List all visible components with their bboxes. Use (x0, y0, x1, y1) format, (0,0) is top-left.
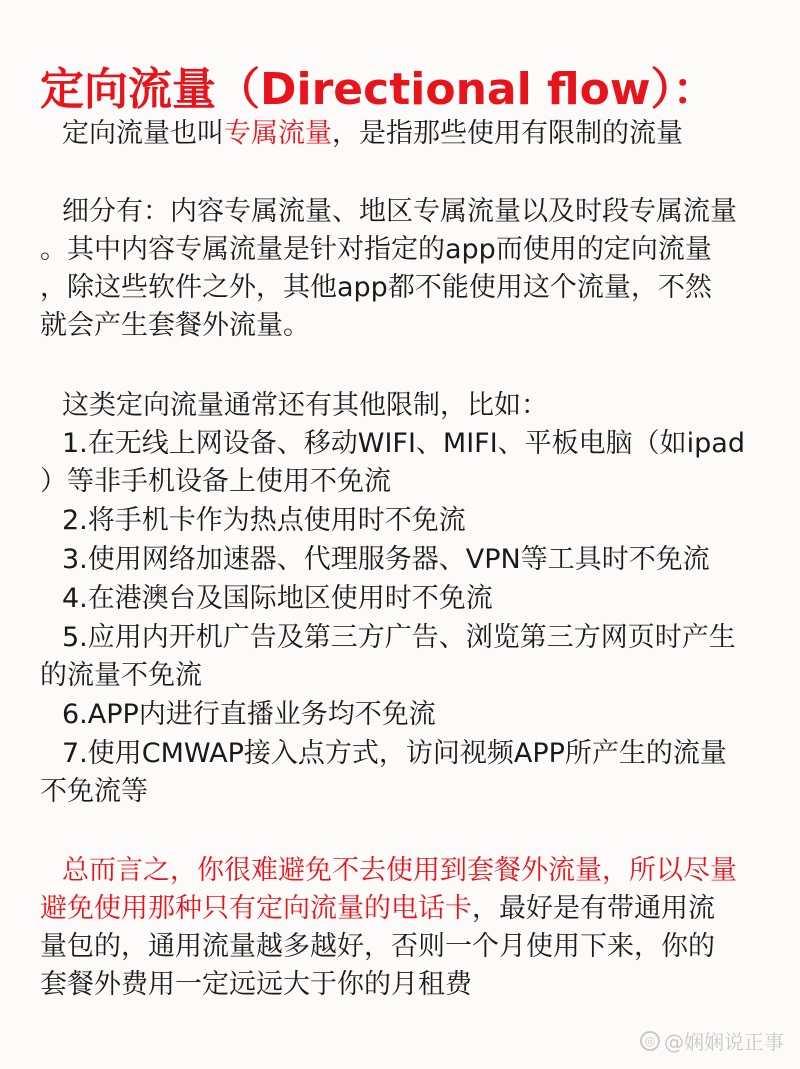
intro-prefix: 定向流量也叫 (62, 118, 224, 149)
intro-line (62, 115, 683, 153)
intro-highlight: 专属流量 (224, 118, 332, 149)
conclusion-line-3: 量包的，通用流量越多越好，否则一个月使用下来，你的 (40, 931, 715, 962)
page-title: 定向流量（Directional flow）： (40, 64, 717, 115)
para2-line-4: 就会产生套餐外流量。 (40, 310, 310, 341)
list-item-3: 3.使用网络加速器、代理服务器、VPN等工具时不免流 (62, 544, 710, 575)
intro-suffix: ，是指那些使用有限制的流量 (332, 118, 683, 149)
para2-line-1: 细分有：内容专属流量、地区专属流量以及时段专属流量 (62, 196, 737, 227)
list-item-2: 2.将手机卡作为热点使用时不免流 (62, 505, 466, 536)
conclusion-black-part: ，最好是有带通用流 (472, 893, 715, 924)
list-item-5: 5.应用内开机广告及第三方广告、浏览第三方网页时产生 (62, 622, 736, 653)
list-item-7: 7.使用CMWAP接入点方式，访问视频APP所产生的流量 (62, 738, 727, 769)
conclusion-line-4: 套餐外费用一定远远大于你的月租费 (40, 969, 472, 1000)
para2-line-2: 。其中内容专属流量是针对指定的app而使用的定向流量 (40, 234, 712, 265)
list-item-1: 1.在无线上网设备、移动WIFI、MIFI、平板电脑（如ipad (62, 428, 745, 459)
list-item-1-cont: ）等非手机设备上使用不免流 (40, 466, 391, 497)
list-item-5-cont: 的流量不免流 (40, 660, 202, 691)
para3-lead: 这类定向流量通常还有其他限制，比如： (62, 390, 548, 421)
watermark-logo-icon: ◎ (640, 1031, 660, 1051)
para2-line-3: ，除这些软件之外，其他app都不能使用这个流量，不然 (40, 272, 712, 303)
list-item-6: 6.APP内进行直播业务均不免流 (62, 699, 436, 730)
watermark (640, 1026, 784, 1055)
conclusion-line-1: 总而言之，你很难避免不去使用到套餐外流量，所以尽量 (62, 855, 737, 886)
watermark-text: @娴娴说正事 (664, 1030, 784, 1054)
conclusion-line-2 (40, 890, 715, 928)
list-item-7-cont: 不免流等 (40, 776, 148, 807)
conclusion-red-part: 避免使用那种只有定向流量的电话卡 (40, 893, 472, 924)
list-item-4: 4.在港澳台及国际地区使用时不免流 (62, 583, 493, 614)
